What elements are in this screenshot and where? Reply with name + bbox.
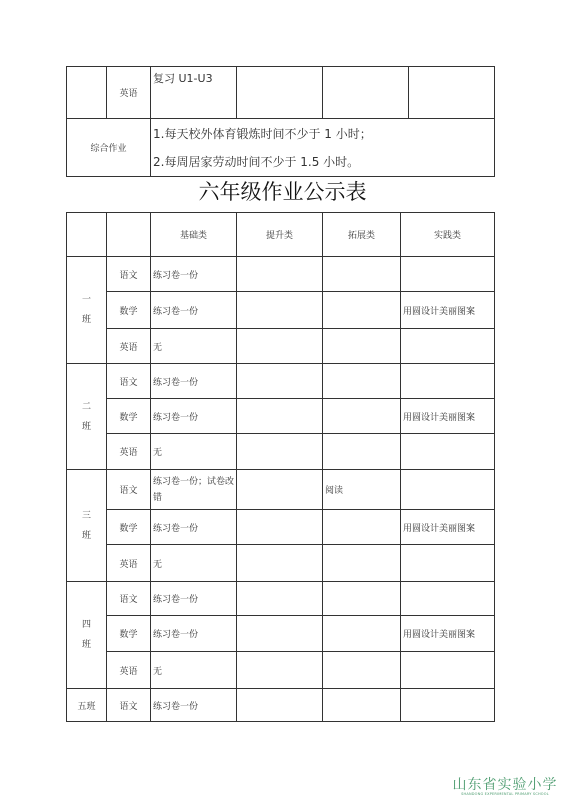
advanced-cell <box>237 652 323 689</box>
subject-cell: 英语 <box>107 434 151 470</box>
extended-cell <box>323 652 401 689</box>
subject-cell: 数学 <box>107 399 151 434</box>
class-cell <box>67 470 107 582</box>
extended-cell <box>323 257 401 292</box>
basic-cell: 练习卷一份 <box>151 582 237 616</box>
empty-cell <box>409 67 495 119</box>
practice-cell: 用圆设计美丽图案 <box>401 510 495 545</box>
subject-cell: 语文 <box>107 364 151 399</box>
page-title: 六年级作业公示表 <box>198 180 367 204</box>
advanced-cell <box>237 470 323 510</box>
subject-cell: 英语 <box>107 652 151 689</box>
class-cell: 五班 <box>67 689 107 722</box>
advanced-cell <box>237 329 323 364</box>
basic-cell: 无 <box>151 434 237 470</box>
subject-cell: 数学 <box>107 616 151 652</box>
class-name: 三 <box>81 510 91 521</box>
grade6-homework-table <box>66 212 495 722</box>
practice-cell <box>401 329 495 364</box>
advanced-cell <box>237 582 323 616</box>
basic-cell: 练习卷一份 <box>151 257 237 292</box>
comprehensive-item: 1.每天校外体育锻炼时间不少于 1 小时； <box>153 126 372 141</box>
subject-cell: 语文 <box>107 582 151 616</box>
basic-cell: 练习卷一份；试卷改错 <box>151 470 237 510</box>
class-name: 二 <box>81 401 91 412</box>
advanced-cell <box>237 434 323 470</box>
basic-cell: 无 <box>151 545 237 582</box>
advanced-cell <box>237 510 323 545</box>
empty-cell <box>323 67 409 119</box>
basic-cell: 练习卷一份 <box>151 510 237 545</box>
extended-cell: 阅读 <box>323 470 401 510</box>
subject-cell: 语文 <box>107 689 151 722</box>
comprehensive-content <box>151 119 495 177</box>
practice-cell <box>401 652 495 689</box>
basic-cell: 练习卷一份 <box>151 399 237 434</box>
basic-cell: 练习卷一份 <box>151 689 237 722</box>
extended-cell <box>323 364 401 399</box>
advanced-cell <box>237 292 323 329</box>
advanced-cell <box>237 545 323 582</box>
practice-cell: 用圆设计美丽图案 <box>401 292 495 329</box>
class-name: 一 <box>81 295 91 305</box>
header-extended: 拓展类 <box>323 213 401 257</box>
subject-cell: 英语 <box>107 329 151 364</box>
basic-cell: 无 <box>151 652 237 689</box>
advanced-cell <box>237 689 323 722</box>
basic-cell: 练习卷一份 <box>151 364 237 399</box>
class-name: 班 <box>81 640 91 650</box>
advanced-cell <box>237 399 323 434</box>
basic-cell: 练习卷一份 <box>151 292 237 329</box>
class-name: 班 <box>81 530 91 541</box>
header-practice: 实践类 <box>401 213 495 257</box>
practice-cell <box>401 470 495 510</box>
comprehensive-label: 综合作业 <box>67 119 151 177</box>
school-logo <box>448 778 562 797</box>
practice-cell: 用圆设计美丽图案 <box>401 399 495 434</box>
practice-cell <box>401 689 495 722</box>
school-name-en: SHANDONG EXPERIMENTAL PRIMARY SCHOOL <box>461 792 549 796</box>
school-name-cn: 山东省实验小学 <box>452 777 558 793</box>
empty-cell <box>237 67 323 119</box>
subject-cell: 语文 <box>107 257 151 292</box>
advanced-cell <box>237 364 323 399</box>
advanced-cell <box>237 257 323 292</box>
extended-cell <box>323 510 401 545</box>
extended-cell <box>323 329 401 364</box>
practice-cell: 用圆设计美丽图案 <box>401 616 495 652</box>
class-name: 班 <box>81 315 91 325</box>
subject-cell: 语文 <box>107 470 151 510</box>
class-name: 班 <box>81 421 91 432</box>
blank-class-cell <box>67 67 107 119</box>
practice-cell <box>401 434 495 470</box>
extended-cell <box>323 582 401 616</box>
comprehensive-item: 2.每周居家劳动时间不少于 1.5 小时。 <box>153 154 360 169</box>
extended-cell <box>323 434 401 470</box>
subject-cell: 数学 <box>107 510 151 545</box>
class-name: 四 <box>81 620 91 630</box>
header-basic: 基础类 <box>151 213 237 257</box>
basic-cell: 练习卷一份 <box>151 616 237 652</box>
subject-cell: 英语 <box>107 67 151 119</box>
practice-cell <box>401 582 495 616</box>
subject-cell: 数学 <box>107 292 151 329</box>
extended-cell <box>323 616 401 652</box>
extended-cell <box>323 689 401 722</box>
advanced-cell <box>237 616 323 652</box>
extended-cell <box>323 292 401 329</box>
english-review-cell: 复习 U1-U3 <box>151 67 237 119</box>
header-advanced: 提升类 <box>237 213 323 257</box>
subject-cell: 英语 <box>107 545 151 582</box>
practice-cell <box>401 545 495 582</box>
practice-cell <box>401 364 495 399</box>
top-homework-table <box>66 66 495 177</box>
extended-cell <box>323 545 401 582</box>
class-cell <box>67 257 107 364</box>
header-blank-cell <box>67 213 107 257</box>
class-cell <box>67 364 107 470</box>
extended-cell <box>323 399 401 434</box>
basic-cell: 无 <box>151 329 237 364</box>
header-blank-cell <box>107 213 151 257</box>
class-cell <box>67 582 107 689</box>
practice-cell <box>401 257 495 292</box>
